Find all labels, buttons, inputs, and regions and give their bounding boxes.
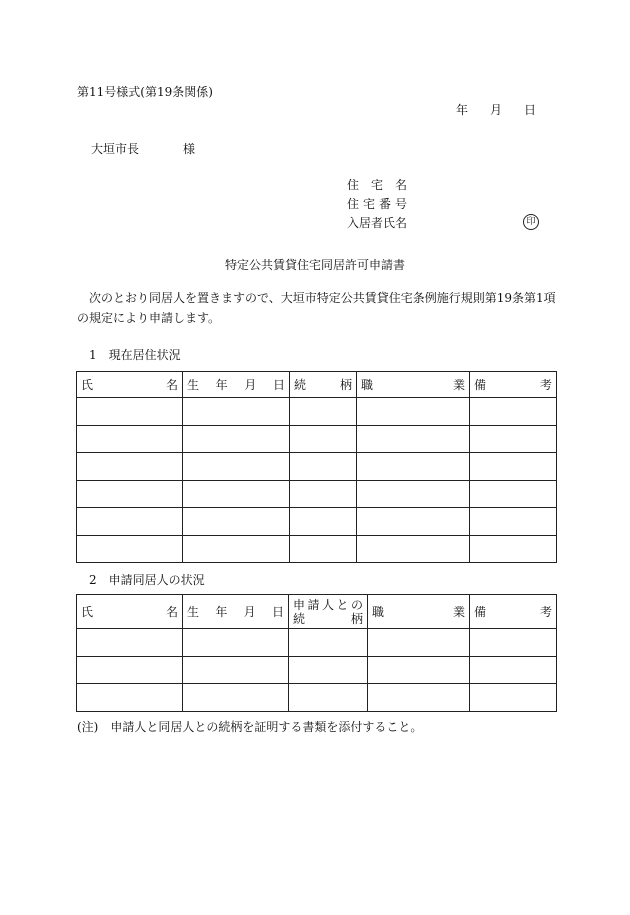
table-cell[interactable] (77, 684, 183, 712)
column-header-line1-char: 申 (293, 597, 306, 612)
table-cell[interactable] (470, 535, 557, 563)
table-row (77, 629, 557, 657)
table-row (77, 535, 557, 563)
column-header-text-char: 年 (215, 377, 228, 392)
column-header-text (187, 606, 284, 618)
table-cell[interactable] (290, 398, 357, 426)
column-header (470, 372, 557, 398)
table-cell[interactable] (357, 425, 470, 453)
column-header-text (372, 606, 465, 618)
table-cell[interactable] (183, 508, 290, 536)
column-header-text (81, 379, 178, 391)
table-cell[interactable] (183, 656, 289, 684)
column-header-text (474, 606, 552, 618)
column-header-line1-char: 請 (307, 597, 320, 612)
date-day: 日 (523, 103, 536, 117)
table-cell[interactable] (183, 453, 290, 481)
column-header-text-char: 月 (244, 377, 257, 392)
date-year: 年 (456, 103, 469, 117)
table-cell[interactable] (290, 480, 357, 508)
table-cell[interactable] (289, 656, 368, 684)
column-header-text-char: 職 (372, 604, 385, 619)
column-header-two-line (293, 597, 363, 627)
column-header-text-char: 続 (294, 377, 307, 392)
table-cell[interactable] (77, 425, 183, 453)
column-header-text-char: 業 (452, 377, 465, 392)
date-month: 月 (489, 103, 502, 117)
column-header-text-char: 備 (474, 377, 487, 392)
table-cell[interactable] (357, 398, 470, 426)
column-header-text-char: 考 (539, 377, 552, 392)
table-cell[interactable] (470, 508, 557, 536)
applicant-field-text-char: 住 (347, 178, 360, 192)
applicant-field-text (347, 179, 407, 191)
column-header-text-char: 考 (539, 604, 552, 619)
table-cell[interactable] (183, 629, 289, 657)
column-header-line1-char: と (336, 597, 349, 612)
table-cell[interactable] (77, 629, 183, 657)
table-row (77, 453, 557, 481)
column-header-text-char: 生 (187, 604, 200, 619)
column-header-text-char: 日 (271, 604, 284, 619)
table-cell[interactable] (289, 684, 368, 712)
applicant-field-text-char: 住 (347, 197, 360, 211)
column-header-line2 (293, 613, 363, 625)
table-cell[interactable] (77, 453, 183, 481)
column-header (289, 595, 368, 629)
table-cell[interactable] (290, 425, 357, 453)
column-header-line1-char: 人 (321, 597, 334, 612)
applicant-field-label (347, 179, 407, 191)
table-cell[interactable] (289, 629, 368, 657)
table-cell[interactable] (290, 535, 357, 563)
column-header-text-char: 備 (474, 604, 487, 619)
applicant-field-text (347, 198, 407, 210)
addressee-name: 大垣市長 (91, 142, 140, 156)
column-header-line1-char: の (350, 597, 363, 612)
body-text-line2: の規定により申請します。 (77, 311, 221, 325)
addressee-honorific: 様 (183, 142, 196, 156)
column-header-text (361, 379, 465, 391)
applicant-field-text-char: 番 (378, 197, 391, 211)
table-cell[interactable] (357, 508, 470, 536)
column-header-text-char: 年 (215, 604, 228, 619)
table-row (77, 656, 557, 684)
column-header (368, 595, 470, 629)
table-row (77, 684, 557, 712)
column-header-text-char: 氏 (81, 377, 94, 392)
table-cell[interactable] (183, 535, 290, 563)
table-cell[interactable] (470, 425, 557, 453)
table-row (77, 508, 557, 536)
applicant-field-text-char: 入居者氏名 (347, 216, 408, 230)
column-header-text-char: 柄 (339, 377, 352, 392)
column-header-text-char: 名 (165, 377, 178, 392)
table-cell[interactable] (470, 684, 557, 712)
column-header-text (81, 606, 178, 618)
table-cell[interactable] (290, 508, 357, 536)
table-cell[interactable] (290, 453, 357, 481)
table-cell[interactable] (357, 535, 470, 563)
applicant-field-label (347, 217, 407, 229)
applicant-field-text-char: 号 (394, 197, 407, 211)
table-cell[interactable] (77, 535, 183, 563)
seal-label: 印 (526, 216, 536, 227)
table-cell[interactable] (470, 629, 557, 657)
column-header-text (474, 379, 552, 391)
table-cell[interactable] (470, 480, 557, 508)
applicant-field-text (347, 217, 407, 229)
table-cell[interactable] (368, 684, 470, 712)
date-line (456, 104, 536, 116)
table-cell[interactable] (368, 656, 470, 684)
column-header-text-char: 業 (452, 604, 465, 619)
current-residence-table (76, 371, 557, 563)
table-cell[interactable] (77, 398, 183, 426)
applicant-field-text-char: 宅 (370, 178, 383, 192)
table-cell[interactable] (470, 656, 557, 684)
column-header-text-char: 生 (187, 377, 200, 392)
table-cell[interactable] (357, 453, 470, 481)
body-text-line1: 次のとおり同居人を置きますので、大垣市特定公共賃貸住宅条例施行規則第19条第1項 (89, 291, 556, 305)
column-header-text-char: 名 (165, 604, 178, 619)
column-header-text-char: 職 (361, 377, 374, 392)
form-number: 第11号様式(第19条関係) (77, 85, 213, 99)
table-cell[interactable] (183, 425, 290, 453)
column-header-text-char: 日 (272, 377, 285, 392)
table-cell[interactable] (470, 453, 557, 481)
column-header (77, 372, 183, 398)
column-header-text (294, 379, 352, 391)
table-cell[interactable] (470, 398, 557, 426)
applicant-cohabitant-table (76, 594, 557, 712)
column-header (77, 595, 183, 629)
column-header-text-char: 氏 (81, 604, 94, 619)
column-header-text (187, 379, 285, 391)
applicant-field-text-char: 名 (394, 178, 407, 192)
table-cell[interactable] (183, 480, 290, 508)
table-cell[interactable] (77, 656, 183, 684)
section1-heading: 1 現在居住状況 (89, 348, 181, 362)
table-cell[interactable] (357, 480, 470, 508)
column-header (357, 372, 470, 398)
column-header-line1 (293, 599, 363, 611)
table-cell[interactable] (183, 398, 290, 426)
column-header (470, 595, 557, 629)
table-cell[interactable] (77, 508, 183, 536)
table-cell[interactable] (368, 629, 470, 657)
seal-icon (523, 214, 539, 230)
applicant-field-label (347, 198, 407, 210)
column-header (290, 372, 357, 398)
column-header-text-char: 月 (243, 604, 256, 619)
note: (注) 申請人と同居人との続柄を証明する書類を添付すること。 (77, 720, 423, 734)
column-header-line2-char: 続 (293, 611, 306, 626)
column-header (183, 372, 290, 398)
column-header-line2-char: 柄 (350, 611, 363, 626)
document-title: 特定公共賃貸住宅同居許可申請書 (224, 258, 405, 272)
table-row (77, 398, 557, 426)
column-header (183, 595, 289, 629)
applicant-field-text-char: 宅 (362, 197, 375, 211)
table-row (77, 425, 557, 453)
table-row (77, 480, 557, 508)
section2-heading: 2 申請同居人の状況 (89, 573, 205, 587)
table-cell[interactable] (183, 684, 289, 712)
table-cell[interactable] (77, 480, 183, 508)
